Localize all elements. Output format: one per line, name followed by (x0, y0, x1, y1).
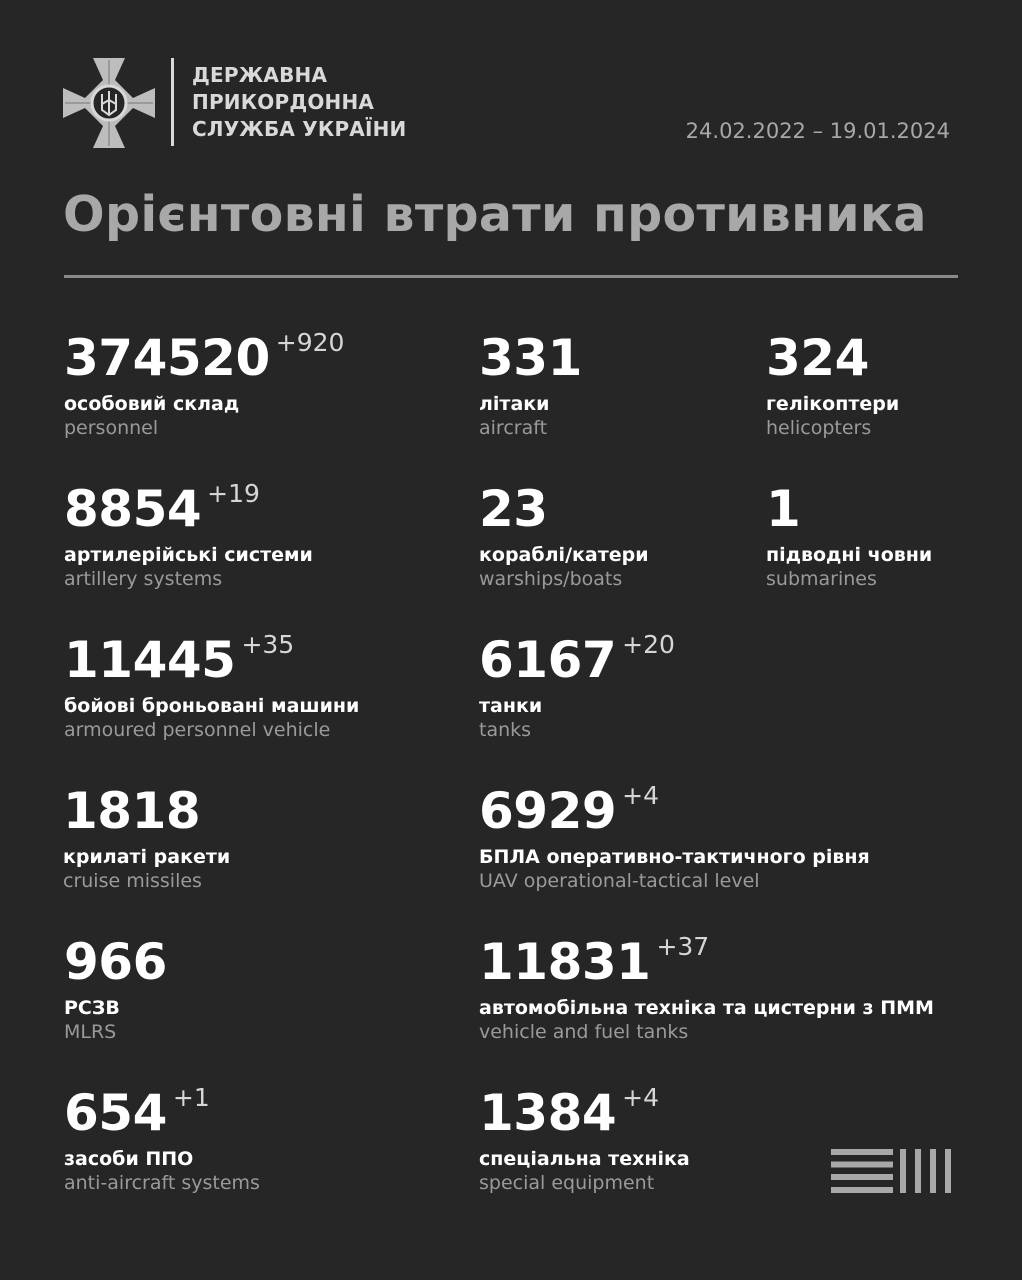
stat-label-uk: БПЛА оперативно-тактичного рівня (479, 846, 870, 868)
stat-label-uk: спеціальна техніка (479, 1148, 690, 1170)
stat-label-uk: підводні човни (766, 544, 933, 566)
stat-label-en: warships/boats (479, 568, 623, 590)
stat-value: 8854 (64, 480, 202, 538)
stat-uav (479, 781, 870, 893)
stat-label-uk: крилаті ракети (63, 846, 231, 868)
stat-aircraft (479, 328, 588, 440)
stat-value: 11831 (479, 933, 651, 991)
stat-label-uk: бойові броньовані машини (64, 695, 360, 717)
org-name-line: ДЕРЖАВНА (192, 63, 328, 87)
stat-delta: +35 (241, 630, 295, 659)
title-divider (64, 275, 958, 278)
stat-value: 11445 (64, 631, 236, 689)
org-name (192, 62, 407, 143)
border-guard-cross-emblem-icon (63, 58, 155, 148)
stat-value: 654 (64, 1084, 167, 1142)
org-name-line: СЛУЖБА УКРАЇНИ (192, 117, 407, 141)
stat-value: 966 (64, 933, 167, 991)
stat-label-uk: танки (479, 695, 543, 717)
stat-value: 6167 (479, 631, 617, 689)
stat-personnel (64, 328, 344, 440)
stat-label-uk: гелікоптери (766, 393, 900, 415)
stat-tanks (479, 630, 675, 742)
stat-delta: +4 (622, 1083, 660, 1112)
stat-helicopters (766, 328, 899, 440)
date-range: 24.02.2022 – 19.01.2024 (685, 119, 950, 143)
stat-delta: +19 (207, 479, 260, 508)
stat-delta: +920 (275, 328, 345, 357)
header-divider (171, 58, 174, 146)
stat-value: 1818 (63, 782, 201, 840)
stat-label-uk: автомобільна техніка та цистерни з ПММ (479, 997, 934, 1019)
stat-label-uk: артилерійські системи (64, 544, 313, 566)
stat-delta: +37 (656, 932, 710, 961)
stat-label-en: tanks (479, 719, 532, 741)
stat-label-uk: РСЗВ (64, 997, 120, 1019)
stat-value: 324 (766, 329, 869, 387)
stat-label-en: vehicle and fuel tanks (479, 1021, 689, 1043)
org-name-line: ПРИКОРДОННА (192, 90, 375, 114)
stat-value: 331 (479, 329, 582, 387)
stat-value: 1384 (479, 1084, 617, 1142)
stat-delta: +20 (622, 630, 675, 659)
stat-delta: +1 (172, 1083, 210, 1112)
stat-armoured-vehicles (64, 630, 359, 742)
stat-label-en: special equipment (479, 1172, 655, 1194)
stat-label-en: anti-aircraft systems (64, 1172, 260, 1194)
stat-mlrs (64, 932, 173, 1044)
stat-warships (479, 479, 649, 591)
stat-label-en: cruise missiles (63, 870, 202, 892)
stat-label-uk: кораблі/катери (479, 544, 649, 566)
stat-value: 1 (766, 480, 801, 538)
stat-artillery (64, 479, 313, 591)
stat-label-en: helicopters (766, 417, 872, 439)
stat-vehicles-fuel-tanks (479, 932, 934, 1044)
stat-label-en: artillery systems (64, 568, 223, 590)
stat-delta: +4 (622, 781, 660, 810)
stat-value: 23 (479, 480, 548, 538)
stat-label-en: MLRS (64, 1021, 117, 1043)
page-title: Орієнтовні втрати противника (63, 186, 927, 243)
stat-label-en: personnel (64, 417, 159, 439)
stat-label-uk: засоби ППО (64, 1148, 194, 1170)
stat-label-uk: літаки (479, 393, 550, 415)
stat-value: 374520 (64, 329, 270, 387)
stat-value: 6929 (479, 782, 617, 840)
stat-cruise-missiles (63, 781, 230, 893)
stat-label-en: aircraft (479, 417, 548, 439)
stat-anti-aircraft (64, 1083, 260, 1195)
stat-label-uk: особовий склад (64, 393, 240, 415)
stat-label-en: UAV operational-tactical level (479, 870, 760, 892)
stat-label-en: submarines (766, 568, 877, 590)
stat-special-equipment (479, 1083, 690, 1195)
stat-submarines (766, 479, 932, 591)
stripes-logo-icon (831, 1149, 958, 1193)
stat-label-en: armoured personnel vehicle (64, 719, 331, 741)
